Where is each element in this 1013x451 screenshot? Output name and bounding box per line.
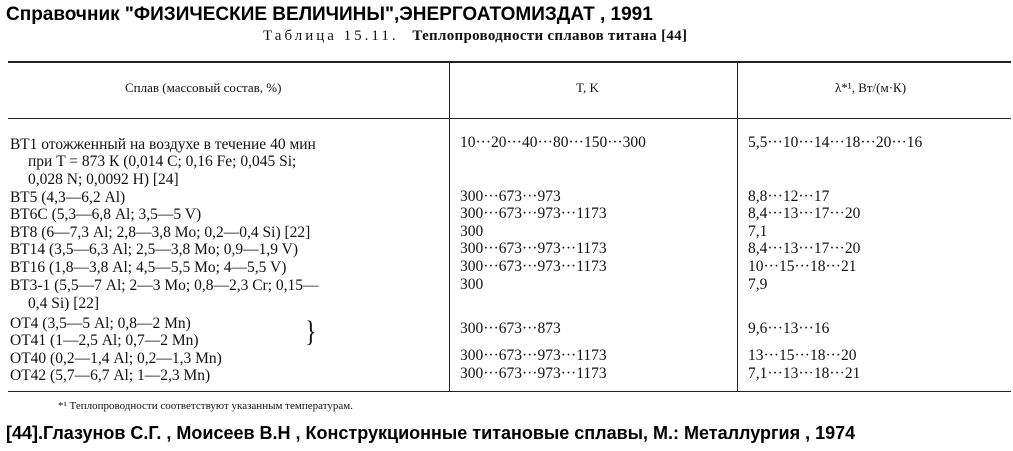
alloy-line: ВТ1 отожженный на воздухе в течение 40 мин bbox=[10, 136, 316, 153]
alloy-line: ВТ8 (6—7,3 Al; 2,8—3,8 Mo; 0,2—0,4 Si) [22] bbox=[10, 224, 311, 241]
header-temperature: T, K bbox=[576, 80, 599, 95]
column-divider-1 bbox=[449, 61, 450, 391]
header-conductivity: λ*¹, Вт/(м·К) bbox=[835, 80, 907, 95]
header-alloy: Сплав (массовый состав, %) bbox=[125, 80, 282, 95]
bibliographic-reference: [44].Глазунов С.Г. , Моисеев В.Н , Конструкционные титановые сплавы, М.: Металлургия , 1974 bbox=[6, 423, 856, 443]
alloy-line: ВТ5 (4,3—6,2 Al) bbox=[10, 189, 126, 206]
conductivity-cell: 7,1···13···18···21 bbox=[748, 365, 861, 382]
conductivity-cell: 7,9 bbox=[748, 276, 768, 293]
temperature-cell: 300···673···973 bbox=[460, 188, 561, 205]
conductivity-cell: 10···15···18···21 bbox=[748, 258, 857, 275]
alloy-line: 0,028 N; 0,0092 Н) [24] bbox=[28, 171, 179, 188]
conductivity-cell: 13···15···18···20 bbox=[748, 347, 857, 364]
table-header-rule bbox=[8, 118, 1011, 119]
conductivity-cell: 7,1 bbox=[748, 223, 768, 240]
alloy-line: ВТ14 (3,5—6,3 Al; 2,5—3,8 Mo; 0,9—1,9 V) bbox=[10, 241, 298, 258]
alloy-line: ОТ4 (3,5—5 Al; 0,8—2 Mn) bbox=[10, 315, 191, 332]
conductivity-cell: 9,6···13···16 bbox=[748, 320, 830, 337]
table-top-rule bbox=[8, 61, 1011, 63]
temperature-cell: 300 bbox=[460, 223, 484, 240]
temperature-cell: 300···673···973···1173 bbox=[460, 365, 607, 382]
temperature-cell: 300 bbox=[460, 276, 484, 293]
alloy-line: ВТ6С (5,3—6,8 Al; 3,5—5 V) bbox=[10, 206, 202, 223]
temperature-cell: 300···673···973···1173 bbox=[460, 205, 607, 222]
temperature-cell: 300···673···973···1173 bbox=[460, 347, 607, 364]
table-title: Теплопроводности сплавов титана [44] bbox=[412, 28, 688, 44]
alloy-line: ОТ42 (5,7—6,7 Al; 1—2,3 Mn) bbox=[10, 367, 211, 384]
table-bottom-rule bbox=[8, 391, 1011, 392]
alloy-line: ВТ3-1 (5,5—7 Al; 2—3 Mo; 0,8—2,3 Cr; 0,15— bbox=[10, 277, 319, 294]
temperature-cell: 300···673···873 bbox=[460, 320, 561, 337]
temperature-cell: 300···673···973···1173 bbox=[460, 258, 607, 275]
group-brace: } bbox=[305, 316, 317, 349]
alloy-line: 0,4 Si) [22] bbox=[28, 295, 100, 312]
table-footnote: *¹ Теплопроводности соответствуют указанным температурам. bbox=[58, 400, 353, 412]
column-divider-2 bbox=[737, 61, 738, 391]
alloy-line: ВТ16 (1,8—3,8 Al; 4,5—5,5 Mo; 4—5,5 V) bbox=[10, 259, 287, 276]
table-caption bbox=[263, 28, 687, 45]
conductivity-cell: 8,8···12···17 bbox=[748, 188, 830, 205]
conductivity-cell: 8,4···13···17···20 bbox=[748, 240, 861, 257]
temperature-cell: 300···673···973···1173 bbox=[460, 240, 607, 257]
conductivity-cell: 8,4···13···17···20 bbox=[748, 205, 861, 222]
alloy-line: ОТ41 (1—2,5 Al; 0,7—2 Mn) bbox=[10, 332, 199, 349]
alloy-line: ОТ40 (0,2—1,4 Al; 0,2—1,3 Mn) bbox=[10, 350, 222, 367]
temperature-cell: 10···20···40···80···150···300 bbox=[460, 134, 646, 151]
conductivity-cell: 5,5···10···14···18···20···16 bbox=[748, 134, 923, 151]
table-number: Таблица 15.11. bbox=[263, 28, 399, 44]
source-line: Справочник "ФИЗИЧЕСКИЕ ВЕЛИЧИНЫ",ЭНЕРГОАТОМИЗДАТ , 1991 bbox=[6, 4, 653, 25]
alloy-line: при T = 873 К (0,014 С; 0,16 Fe; 0,045 Si; bbox=[28, 153, 297, 170]
